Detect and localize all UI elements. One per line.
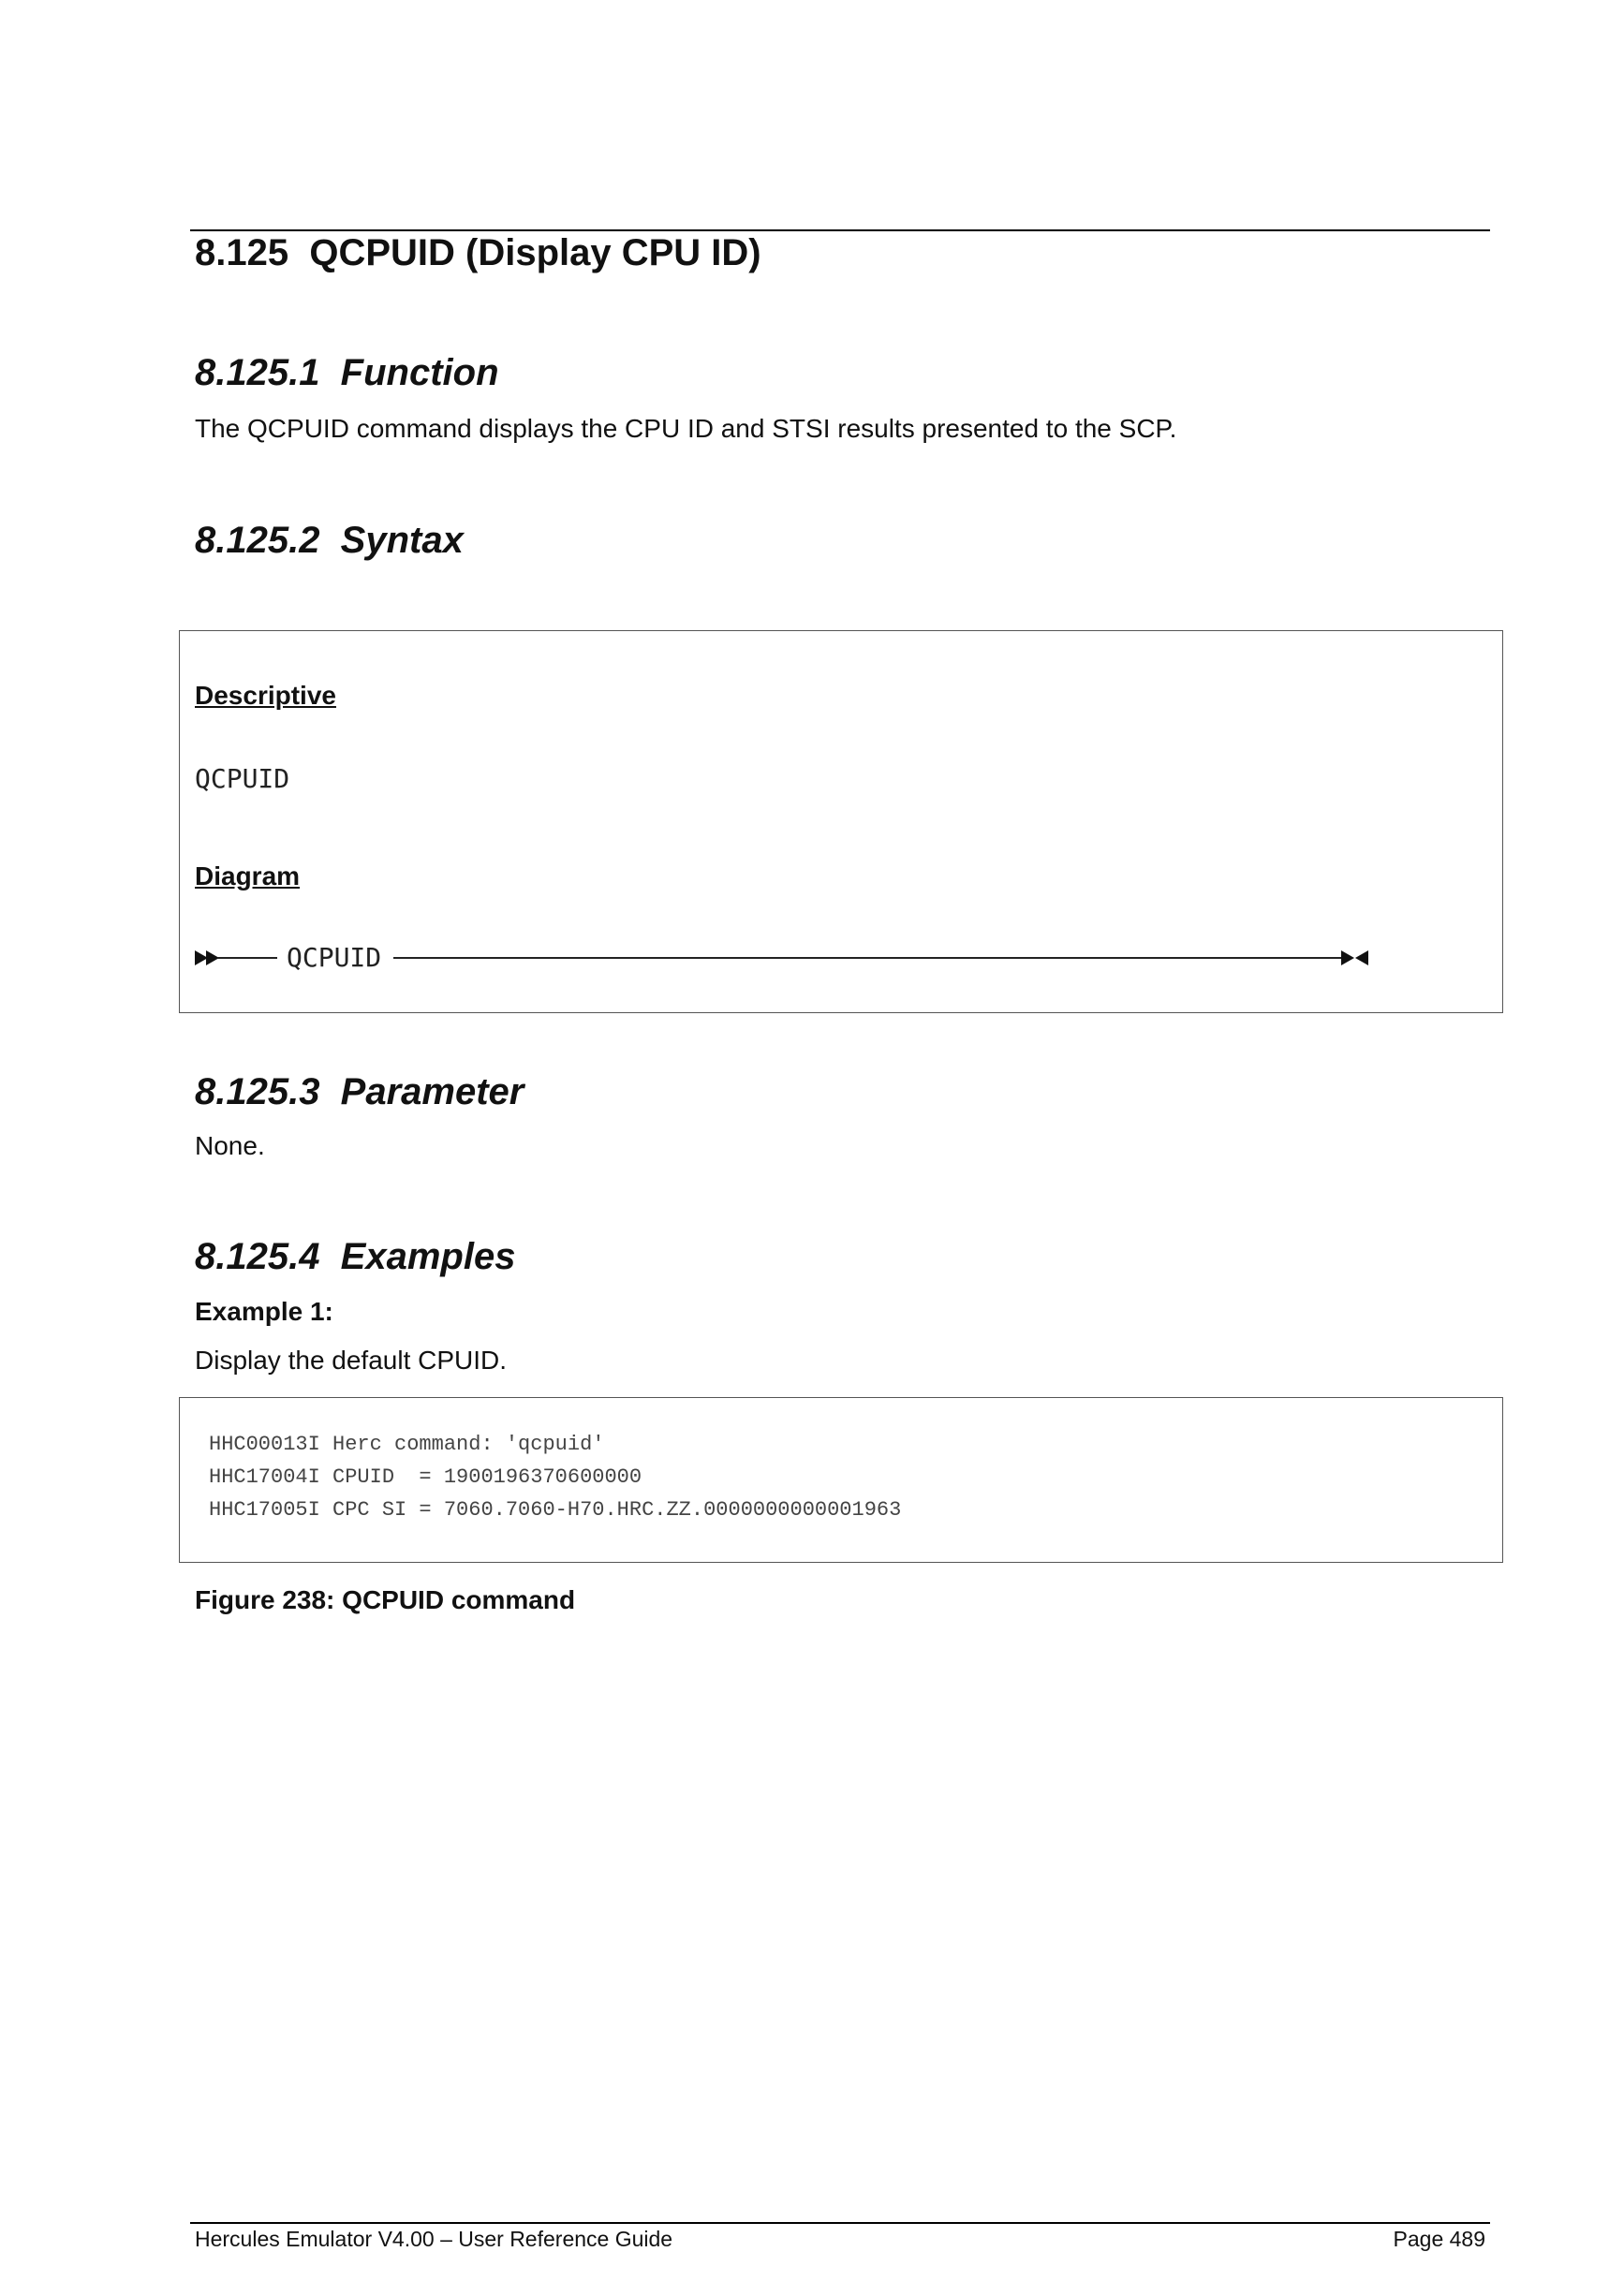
example1-text: Display the default CPUID. [195, 1346, 508, 1375]
diagram-label: Diagram [195, 861, 301, 890]
code-line: HHC17004I CPUID = 1900196370600000 [209, 1465, 642, 1489]
diagram-lead-line [217, 957, 277, 959]
examples-heading: 8.125.4 Examples [195, 1236, 516, 1277]
page-number: Page 489 [1393, 2227, 1485, 2251]
descriptive-label: Descriptive [195, 681, 336, 710]
diagram-main-line [393, 957, 1341, 959]
syntax-diagram [195, 936, 1384, 979]
diagram-command: QCPUID [287, 942, 382, 973]
diagram-end-arrow-reverse [1355, 950, 1368, 965]
section-heading: 8.125 QCPUID (Display CPU ID) [195, 232, 761, 273]
descriptive-command: QCPUID [195, 763, 290, 794]
diagram-end-arrow [1341, 950, 1354, 965]
footer-title: Hercules Emulator V4.00 – User Reference Guide [195, 2227, 673, 2251]
example1-label: Example 1: [195, 1297, 333, 1326]
figure-caption: Figure 238: QCPUID command [195, 1585, 576, 1614]
function-text: The QCPUID command displays the CPU ID and STSI results presented to the SCP. [195, 414, 1177, 443]
parameter-text: None. [195, 1131, 265, 1160]
code-line: HHC00013I Herc command: 'qcpuid' [209, 1433, 605, 1456]
parameter-heading: 8.125.3 Parameter [195, 1071, 524, 1112]
code-line: HHC17005I CPC SI = 7060.7060-H70.HRC.ZZ.0000000000001963 [209, 1498, 902, 1522]
header-rule [190, 229, 1490, 231]
function-heading: 8.125.1 Function [195, 352, 499, 393]
syntax-heading: 8.125.2 Syntax [195, 520, 464, 561]
footer-rule [190, 2222, 1490, 2224]
